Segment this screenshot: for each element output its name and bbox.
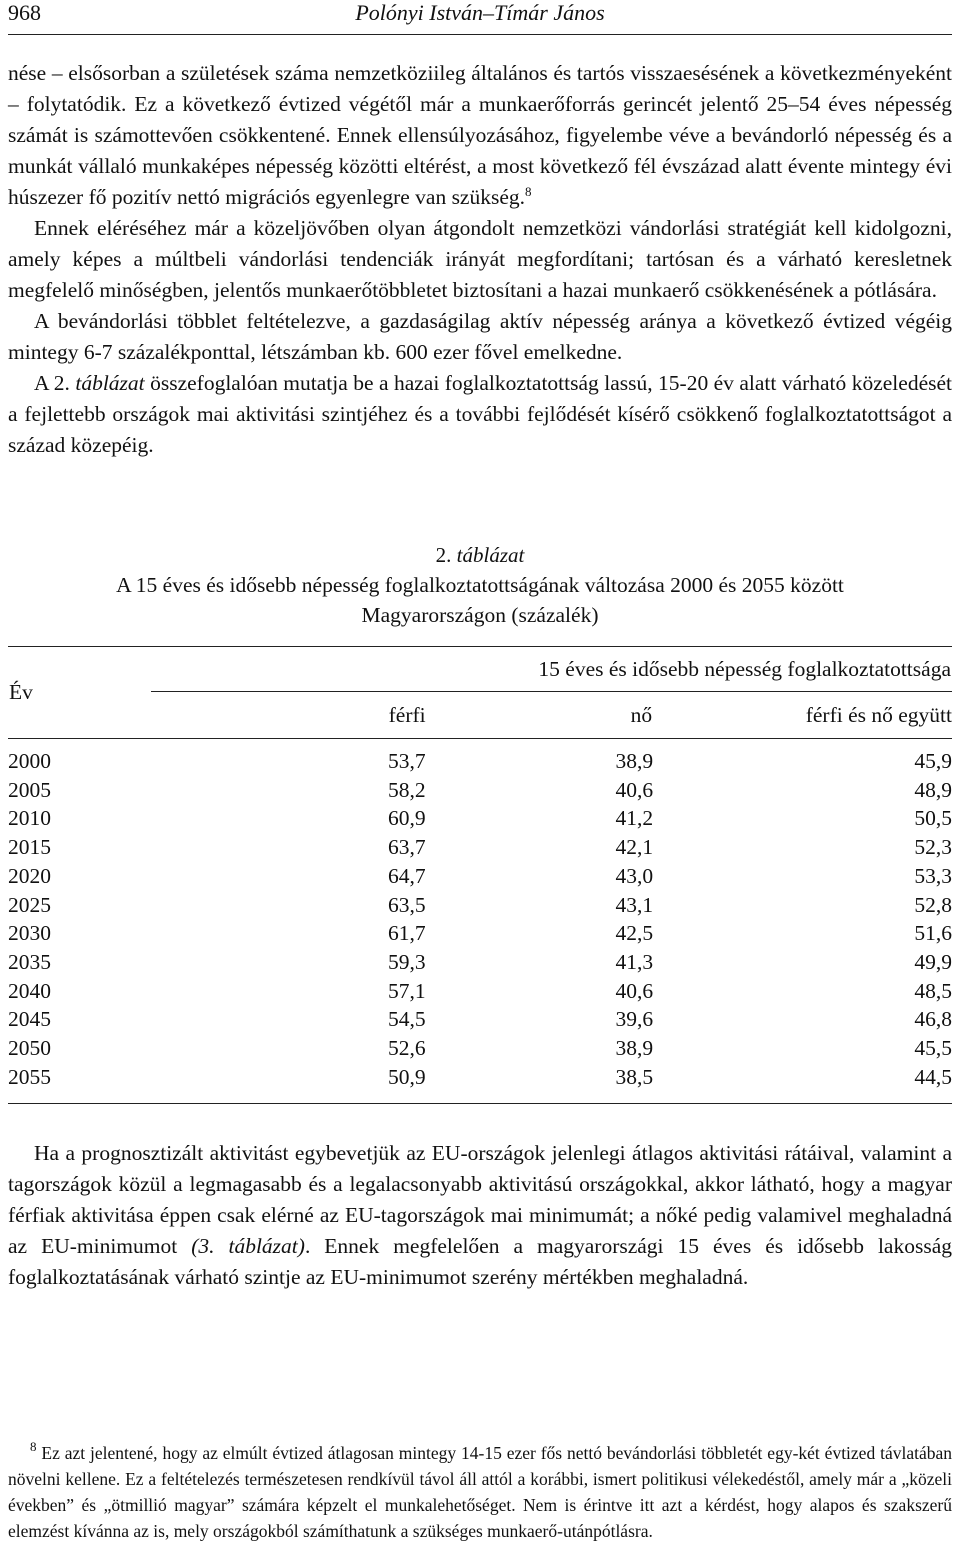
male-cell: 61,7 [388,921,426,946]
page-number: 968 [8,0,41,25]
female-cell: 42,1 [615,835,654,860]
footnote-text: Ez azt jelentené, hogy az elmúlt évtized átlagosan mintegy 14-15 ezer fős nettó bevándorlási többletét egy-két évtized távlatában növelni kellene. Ez a feltételezés természetesen rendkívül távol áll attól a korábbi, ismert politikusi vélekedéstől, amely már a „közeli években” és „ötmillió magyar” számára képzelt el munkalehetőséget. Nem is érintve itt azt a kérdést, hogy alapos és szakszerű elemzést kívánna az is, mely országokból számíthatunk a szükséges munkaerő-utánpótlásra. [8,1443,952,1541]
main-text [8,58,952,461]
header-group: 15 éves és idősebb népesség foglalkoztatottsága [151,647,952,692]
paragraph-3: A bevándorlási többlet feltételezve, a gazdaságilag aktív népesség aránya a következő évtized végéig mintegy 6-7 százalékponttal, létszámban kb. 600 ezer fővel emelkedne. [8,309,952,364]
table-row [8,833,952,862]
header-male: férfi [151,692,426,739]
year-cell: 2015 [8,835,51,860]
header-year: Év [8,647,151,739]
male-cell: 50,9 [151,1063,426,1104]
year-cell: 2000 [8,749,51,773]
table-caption [8,540,952,630]
table-row [8,1063,952,1104]
male-cell: 58,2 [388,777,426,802]
total-cell: 50,5 [914,806,952,831]
total-cell: 48,9 [914,777,952,802]
table-row [8,776,952,805]
total-cell: 45,9 [914,749,952,773]
employment-table [8,646,952,1104]
table-row [8,948,952,977]
paragraph-2: Ennek eléréséhez már a közeljövőben olyan átgondolt nemzetközi vándorlási stratégiát kell kidolgozni, amely képes a múltbeli vándorlási tendenciák irányát megfordítani; tartósan és a várható keresletnek megfelelő minőségben, jelentős munkaerőtöbbletet biztosítani a hazai munkaerő csökkenésének a pótlására. [8,216,952,302]
year-cell: 2050 [8,1036,51,1061]
male-cell: 60,9 [388,806,426,831]
female-cell: 41,2 [615,806,654,831]
female-cell: 42,5 [615,921,654,946]
year-cell: 2030 [8,921,51,946]
table-row [8,1005,952,1034]
female-cell: 40,6 [615,978,654,1003]
female-cell: 38,9 [615,749,654,773]
footnote-ref[interactable]: 8 [525,184,532,199]
total-cell: 52,3 [914,835,952,860]
table-row [8,1034,952,1063]
table-word: táblázat [456,543,525,567]
table-row [8,977,952,1006]
table-row [8,739,952,776]
page-header [8,0,952,35]
male-cell: 59,3 [388,949,426,974]
paragraph-5-rest: . Ennek megfelelően a magyarországi 15 éves és idősebb lakosság foglalkoztatásának várható szintje az EU-minimumot szerény mértékben meghaladná. [8,1234,952,1289]
table-body [8,739,952,1104]
female-cell: 38,9 [615,1036,654,1061]
female-cell: 43,0 [615,863,654,888]
female-cell: 39,6 [615,1007,654,1032]
male-cell: 63,5 [388,892,426,917]
year-cell: 2025 [8,892,51,917]
female-cell: 40,6 [615,777,654,802]
year-cell: 2055 [8,1063,151,1104]
paragraph-4-lead: A 2. [34,371,76,395]
year-cell: 2045 [8,1007,51,1032]
male-cell: 54,5 [388,1007,426,1032]
female-cell: 43,1 [615,892,654,917]
table-row [8,862,952,891]
running-title: Polónyi István–Tímár János [355,0,605,25]
header-total: férfi és nő együtt [653,692,952,739]
table-title-line2: Magyarországon (százalék) [361,603,599,627]
total-cell: 53,3 [914,863,952,888]
male-cell: 52,6 [388,1036,426,1061]
table-reference: táblázat [75,371,145,395]
table-3-reference: (3. táblázat) [191,1234,305,1258]
table-number: 2. [435,543,452,567]
year-cell: 2035 [8,949,51,974]
table-title-line1: A 15 éves és idősebb népesség foglalkoztatottságának változása 2000 és 2055 között [116,573,844,597]
total-cell: 45,5 [914,1036,952,1061]
female-cell: 41,3 [615,949,654,974]
total-cell: 49,9 [914,949,952,974]
year-cell: 2010 [8,806,51,831]
year-cell: 2020 [8,863,51,888]
male-cell: 64,7 [388,863,426,888]
table-label [8,540,952,570]
main-text-2 [8,1138,952,1293]
header-female: nő [426,692,653,739]
male-cell: 53,7 [388,749,426,773]
total-cell: 48,5 [914,978,952,1003]
total-cell: 52,8 [914,892,952,917]
year-cell: 2040 [8,978,51,1003]
paragraph-5-text: Ha a prognosztizált aktivitást egybevetjük az EU-országok jelenlegi átlagos aktivitási rátáival, valamint a tagországok közül a legmagasabb és a legalacsonyabb aktivitású országokkal, akkor látható, hogy a magyar férfiak aktivitása éppen csak elérné az EU-tagországok mai minimumát; a nőké pedig valamivel meghaladná az EU-minimumot [8,1141,952,1258]
male-cell: 63,7 [388,835,426,860]
table-row [8,804,952,833]
total-cell: 51,6 [914,921,952,946]
paragraph-1-text: nése – elsősorban a születések száma nemzetköziileg általános és tartós visszaesésének a következményeként – folytatódik. Ez a következő évtized végétől már a munkaerőforrás gerincét jelentő 25–54 éves népesség számát is számottevően csökkentené. Ennek ellensúlyozásához, figyelembe véve a bevándorló népesség és a munkát vállaló munkaképes népesség közötti eltérést, a most következő fél évszázad alatt évente mintegy évi húszezer fő pozitív nettó migrációs egyenlegre van szükség. [8,61,952,209]
footnote [8,1440,952,1544]
footnote-number: 8 [30,1439,37,1454]
paragraph-4-rest: összefoglalóan mutatja be a hazai foglalkoztatottság lassú, 15-20 év alatt várható közeledését a fejlettebb országok mai aktivitási szintjéhez és a további fejlődését kísérő csökkenő foglalkoztatottságot a század közepéig. [8,371,953,457]
year-cell: 2005 [8,777,51,802]
table-row [8,891,952,920]
footnote-8 [8,1440,952,1544]
male-cell: 57,1 [388,978,426,1003]
paragraph-1 [8,58,952,213]
female-cell: 38,5 [426,1063,653,1104]
paragraph-5 [8,1138,952,1293]
paragraph-4 [8,368,952,461]
table-row [8,919,952,948]
total-cell: 44,5 [653,1063,952,1104]
total-cell: 46,8 [914,1007,952,1032]
